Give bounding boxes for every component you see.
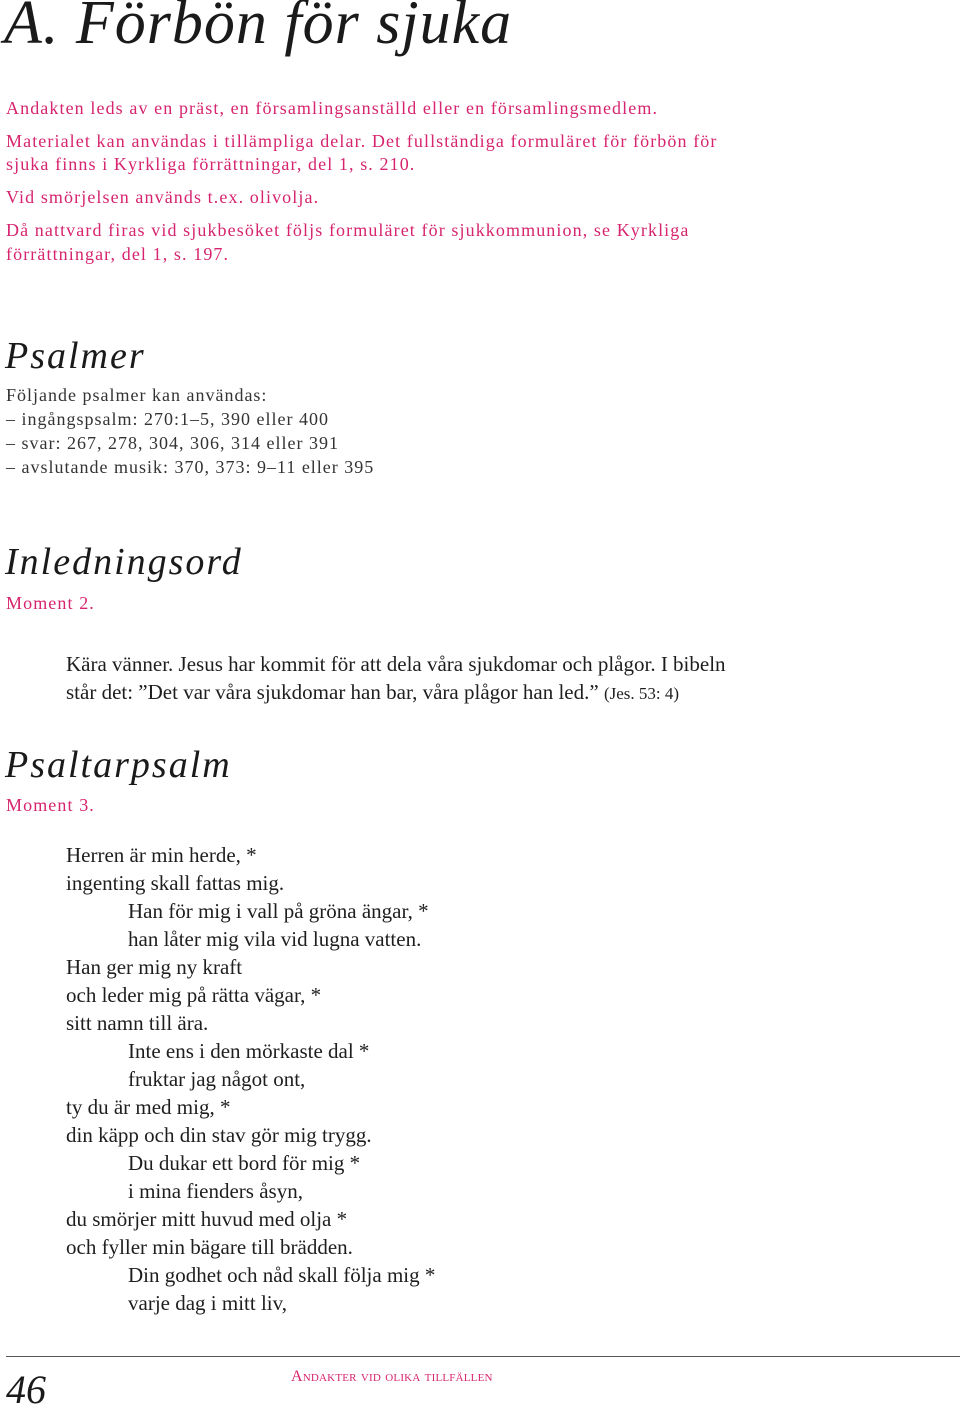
inledningsord-quote: står det: ”Det var våra sjukdomar han bar, våra plågor han led.” bbox=[66, 680, 599, 704]
psalm-line-10: ty du är med mig, * bbox=[66, 1095, 231, 1119]
intro-line-3: sjuka finns i Kyrkliga förrättningar, del 1, s. 210. bbox=[6, 154, 416, 174]
page-title: A. Förbön för sjuka bbox=[4, 0, 513, 57]
psalm-line-5: Han ger mig ny kraft bbox=[66, 955, 243, 979]
psalm-line-4: han låter mig vila vid lugna vatten. bbox=[128, 927, 422, 951]
psalm-line-2: ingenting skall fattas mig. bbox=[66, 871, 285, 895]
running-footer-title: Andakter vid olika tillfällen bbox=[291, 1368, 493, 1385]
intro-line-4: Vid smörjelsen används t.ex. olivolja. bbox=[6, 187, 320, 207]
psalm-line-6: och leder mig på rätta vägar, * bbox=[66, 983, 322, 1007]
intro-line-1: Andakten leds av en präst, en församlingsanställd eller en församlingsmedlem. bbox=[6, 98, 659, 118]
inledningsord-heading: Inledningsord bbox=[5, 541, 243, 583]
psalm-line-15: och fyller min bägare till brädden. bbox=[66, 1235, 353, 1259]
scripture-reference: (Jes. 53: 4) bbox=[603, 684, 680, 703]
psalmer-item-1: – ingångspsalm: 270:1–5, 390 eller 400 bbox=[6, 409, 329, 429]
intro-line-6: förrättningar, del 1, s. 197. bbox=[6, 244, 230, 264]
intro-line-5: Då nattvard firas vid sjukbesöket följs formuläret för sjukkommunion, se Kyrkliga bbox=[6, 220, 690, 240]
psalm-line-7: sitt namn till ära. bbox=[66, 1011, 209, 1035]
psalmer-item-3: – avslutande musik: 370, 373: 9–11 eller 395 bbox=[6, 457, 375, 477]
psalmer-heading: Psalmer bbox=[5, 335, 146, 377]
psalm-line-17: varje dag i mitt liv, bbox=[128, 1291, 288, 1315]
psalm-line-16: Din godhet och nåd skall följa mig * bbox=[128, 1263, 436, 1287]
footer-divider bbox=[6, 1356, 960, 1357]
page-number: 46 bbox=[6, 1367, 46, 1412]
inledningsord-moment: Moment 2. bbox=[6, 593, 95, 613]
psalm-line-14: du smörjer mitt huvud med olja * bbox=[66, 1207, 348, 1231]
inledningsord-line-1: Kära vänner. Jesus har kommit för att dela våra sjukdomar och plågor. I bibeln bbox=[66, 652, 726, 676]
psalmer-item-2: – svar: 267, 278, 304, 306, 314 eller 391 bbox=[6, 433, 339, 453]
psaltarpsalm-moment: Moment 3. bbox=[6, 795, 95, 815]
psaltarpsalm-heading: Psaltarpsalm bbox=[5, 744, 232, 786]
psalm-line-13: i mina fienders åsyn, bbox=[128, 1179, 303, 1203]
psalm-line-11: din käpp och din stav gör mig trygg. bbox=[66, 1123, 372, 1147]
intro-line-2: Materialet kan användas i tillämpliga delar. Det fullständiga formuläret för förbön för bbox=[6, 131, 718, 151]
psalm-line-8: Inte ens i den mörkaste dal * bbox=[128, 1039, 370, 1063]
psalmer-intro: Följande psalmer kan användas: bbox=[6, 385, 268, 405]
psalm-line-9: fruktar jag något ont, bbox=[128, 1067, 306, 1091]
psalm-line-3: Han för mig i vall på gröna ängar, * bbox=[128, 899, 429, 923]
psalm-line-1: Herren är min herde, * bbox=[66, 843, 257, 867]
inledningsord-line-2 bbox=[66, 682, 679, 703]
psalm-line-12: Du dukar ett bord för mig * bbox=[128, 1151, 361, 1175]
